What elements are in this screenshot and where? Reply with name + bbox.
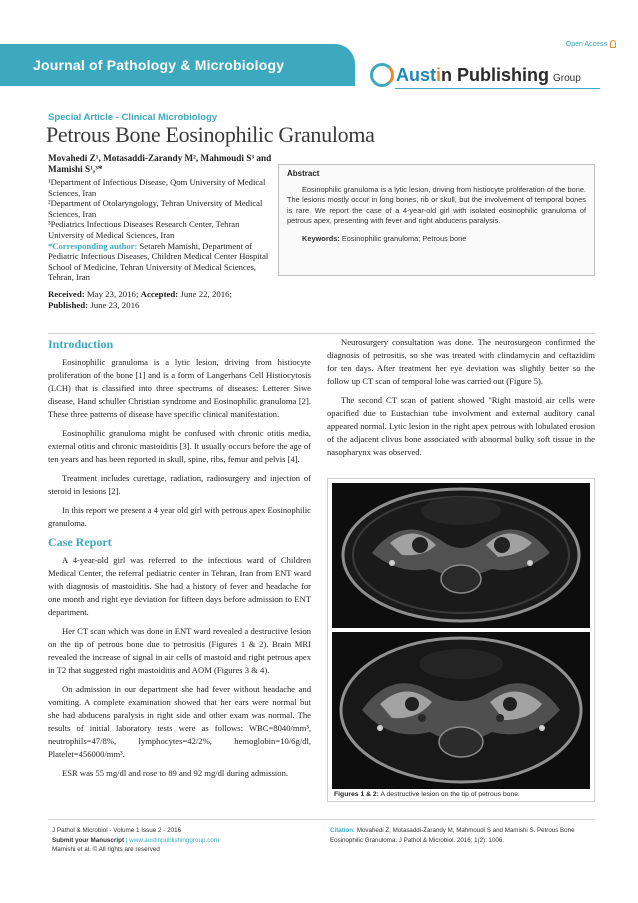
section-divider <box>48 333 595 334</box>
case-paragraph-2: Her CT scan which was done in ENT ward revealed a destructive lesion on the tip of petrous bone due to petrositis (Figures 1 & 2). Brain MRI revealed the increase of signal in air cells of mastoid and right petrous apex in T2 that suggested right mastoiditis and AOM (Figures 3 & 4). <box>48 626 311 675</box>
keywords <box>287 234 586 243</box>
footer-journal-line: J Pathol & Microbiol - Volume 1 Issue 2 - 2016 <box>52 827 182 834</box>
publisher-name-part2: i <box>436 64 442 85</box>
footer-separator: | <box>124 836 130 844</box>
journal-banner <box>0 44 355 86</box>
publisher-name-part1: Aust <box>396 64 436 85</box>
corresponding-author <box>48 241 276 283</box>
figure-caption <box>334 791 520 798</box>
intro-paragraph-2: Eosinophilic granuloma might be confused with chronic otitis media, external otitis and chronic mastoiditis [3]. It usually occurs before the age of ten years and has been reported in skull, spine, ribs, femur and pelvis [4]. <box>48 428 311 464</box>
corresponding-label: *Corresponding author: <box>48 240 138 251</box>
ct-scan-image-1 <box>332 483 590 628</box>
affiliation-2: ²Department of Otolaryngology, Tehran University of Medical Sciences, Iran <box>48 198 263 219</box>
author-names: Movahedi Z¹, Motasaddi-Zarandy M², Mahmoudi S³ and Mamishi S¹,³* <box>48 153 272 174</box>
footer-info <box>52 826 302 855</box>
figure-caption-label: Figures 1 & 2: <box>334 791 379 798</box>
ct-scan-image-2 <box>332 632 590 789</box>
received-date: May 23, 2016; <box>84 288 141 299</box>
published-date: June 23, 2016 <box>88 299 140 310</box>
citation-text: Movahedi Z, Motasaddi-Zarandy M, Mahmoudi S and Mamishi S. Petrous Bone Eosinophilic Granuloma. J Pathol & Microbiol. 2016; 1(2): 1006. <box>330 827 575 844</box>
publisher-url-link[interactable]: www.austinpublishinggroup.com <box>129 836 220 844</box>
accepted-date: June 22, 2016; <box>178 288 232 299</box>
right-column <box>327 336 595 465</box>
intro-paragraph-3: Treatment includes curettage, radiation, radiosurgery and injection of steroid in lesions [2]. <box>48 473 311 496</box>
figure-1-2 <box>327 478 595 802</box>
footer-rights: Mamishi et al. © All rights are reserved <box>52 846 160 854</box>
affiliation-1: ¹Department of Infectious Disease, Qom University of Medical Sciences, Iran <box>48 177 266 198</box>
right-paragraph-2: The second CT scan of patient showed "Right mastoid air cells were opacified due to Eustachian tube involvment and external auditory canal appeared normal. Lytic lesion in the right apex petrous with lobulated erosion of the adjacent clivus bone associated with abnormal bulky soft tissue in the nasopharynx was observed. <box>327 395 595 457</box>
case-paragraph-1: A 4-year-old girl was referred to the infectious ward of Children Medical Center, the referral pediatric center in Tehran, Iran from ENT ward with diagnosis of mastoiditis. She had a history of fever and headache for one month and right eye deviation for fifteen days before admission to ENT department. <box>48 555 311 617</box>
journal-title: Journal of Pathology & Microbiology <box>33 57 285 73</box>
article-title: Petrous Bone Eosinophilic Granuloma <box>46 122 375 147</box>
publisher-name <box>396 65 549 86</box>
left-column <box>48 336 311 786</box>
keywords-label: Keywords: <box>302 233 340 243</box>
right-paragraph-1: Neurosurgery consultation was done. The neurosurgeon confirmed the diagnosis of petrositis, so she was treated with clindamycin and ceftazidim for ten days. After treatment her eye deviation was slightly better so the follow up CT scan of temporal lobe was carried out (Figure 5). <box>327 337 595 386</box>
abstract-box <box>278 164 595 276</box>
open-access-label: Open Access <box>565 40 607 48</box>
publisher-logo-icon <box>370 63 394 87</box>
affiliation-3: ³Pediatrics Infectious Diseases Research Center, Tehran University of Medical Sciences, Iran <box>48 219 240 240</box>
submit-manuscript-link[interactable]: Submit your Manuscript <box>52 836 125 844</box>
abstract-body: Eosinophilic granuloma is a lytic lesion, driving from histiocyte proliferation of the bone. The lesions mostly occur in long bones, rib or skull, but the involvement of temporal bones is rare. We report the case of a 4-year-old girl with isolated eosinophilic granuloma of petrous apex, presenting with fever and right abducens paralysis. <box>287 185 586 226</box>
publisher-underline <box>395 88 600 89</box>
footer-citation <box>330 826 598 846</box>
author-block <box>48 153 276 311</box>
publisher-group: Group <box>553 72 581 84</box>
accepted-label: Accepted: <box>140 288 179 299</box>
open-lock-icon <box>610 40 616 48</box>
intro-paragraph-1: Eosinophilic granuloma is a lytic lesion, driving from histiocyte proliferation of the bone [1] and is a form of Langerhans Cell Histiocytosis (LCH) that is classified into three spectrums of diseases: Letterer Siwe disease, Hand schuller Christian syndrome and Eosinophilic granuloma [2]. These three patterns of disease have specific clinical manifestation. <box>48 357 311 419</box>
footer-divider <box>48 819 595 820</box>
publisher-name-part3: n Publishing <box>441 64 550 85</box>
case-paragraph-4: ESR was 55 mg/dl and rose to 89 and 92 mg/dl during admission. <box>62 768 289 778</box>
intro-paragraph-4: In this report we present a 4 year old girl with petrous apex Eosinophilic granuloma. <box>48 505 311 528</box>
page-top <box>0 0 638 38</box>
article-category: Special Article - Clinical Microbiology <box>48 112 218 123</box>
dates-line <box>48 289 276 311</box>
abstract-heading: Abstract <box>287 169 320 178</box>
keywords-text: Eosinophilic granuloma; Petrous bone <box>339 233 467 243</box>
open-access-badge <box>566 40 616 48</box>
corresponding-text: Setareh Mamishi, Department of Pediatric Infectious Diseases, Children Medical Center Hospital School of Medicine, Tehran University of Medical Sciences, Tehran, Iran <box>48 240 269 283</box>
publisher-logo <box>370 62 600 88</box>
published-label: Published: <box>48 299 89 310</box>
case-paragraph-3: On admission in our department she had fever without headache and vomiting. A complete examination showed that her ears were normal but she had abducens paralysis in right side and other exam was normal. The results of initial laboratory tests were as follows: WBC=8040/mm³, neutrophils=47/8%, lymphocytes=42/2%, hemoglobin=10/6g/dl, Platelet=456000/mm³. <box>48 684 311 759</box>
footer-submit-line <box>52 836 302 846</box>
case-heading: Case Report <box>48 535 112 549</box>
received-label: Received: <box>48 288 85 299</box>
citation-label: Citation: <box>330 827 356 834</box>
figure-caption-text: A destructive lesion on the tip of petrous bone. <box>378 791 520 798</box>
intro-heading: Introduction <box>48 337 114 351</box>
